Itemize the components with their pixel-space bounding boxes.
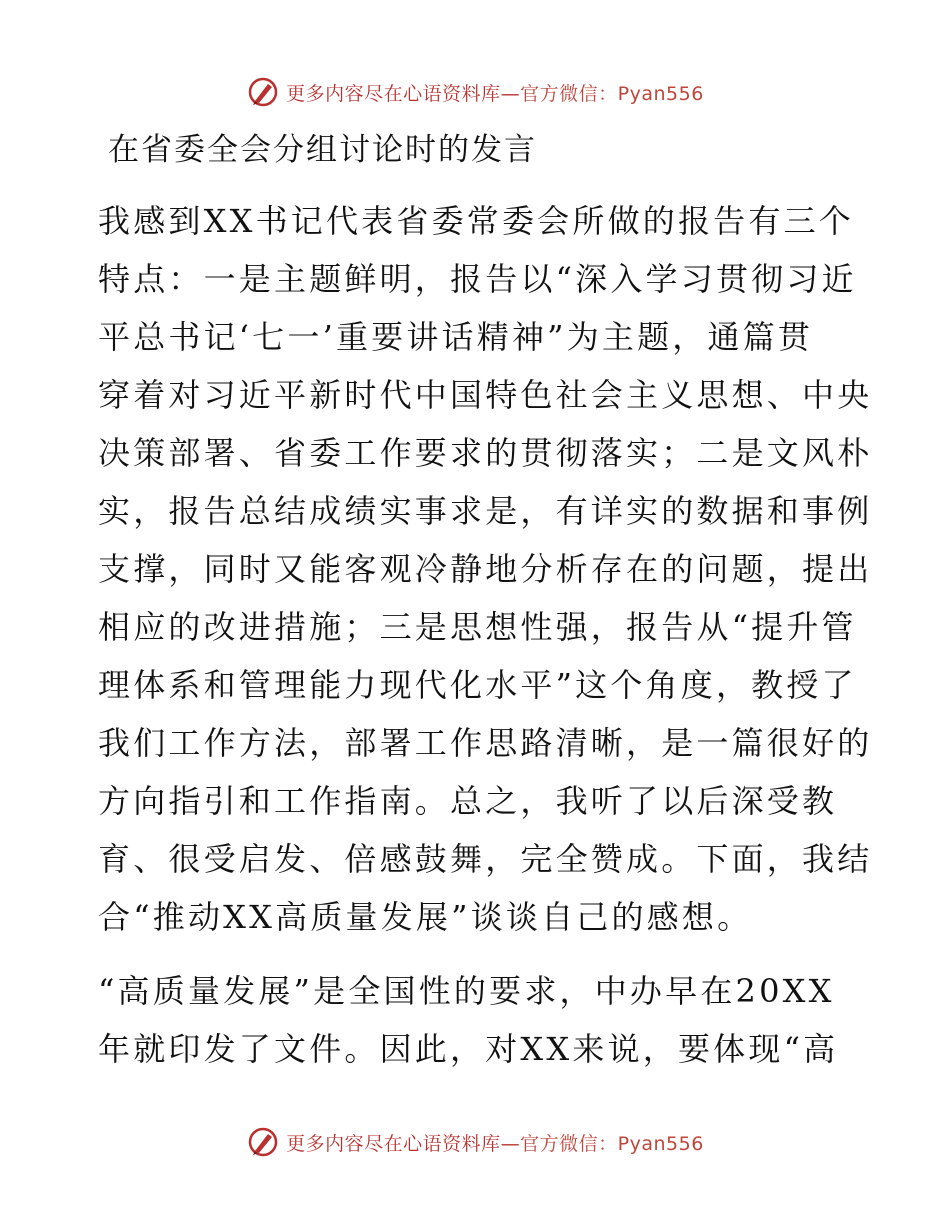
watermark-text: 更多内容尽在心语资料库—官方微信：Pyan556 xyxy=(286,82,704,105)
text-line: 我感到XX书记代表省委常委会所做的报告有三个 xyxy=(98,202,854,240)
document-body xyxy=(98,196,873,1082)
document-title: 在省委全会分组讨论时的发言 xyxy=(108,132,537,168)
text-line: 决策部署、省委工作要求的贯彻落实；二是文风朴 xyxy=(98,434,873,472)
pen-logo-icon xyxy=(246,75,280,109)
text-line: 实，报告总结成绩实事求是，有详实的数据和事例 xyxy=(98,492,873,530)
header-watermark xyxy=(0,72,950,112)
text-line: 平总书记‘七一’重要讲话精神”为主题，通篇贯 xyxy=(98,318,814,356)
text-line: 理体系和管理能力现代化水平”这个角度，教授了 xyxy=(98,666,857,704)
text-line: 合“推动XX高质量发展”谈谈自己的感想。 xyxy=(98,898,753,936)
text-line: 我们工作方法，部署工作思路清晰，是一篇很好的 xyxy=(98,724,873,762)
text-line: 支撑，同时又能客观冷静地分析存在的问题，提出 xyxy=(98,550,873,588)
text-line: 方向指引和工作指南。总之，我听了以后深受教 xyxy=(98,782,838,820)
pen-logo-icon xyxy=(246,1125,280,1159)
text-line: 穿着对习近平新时代中国特色社会主义思想、中央 xyxy=(98,376,873,414)
paragraph-2 xyxy=(98,966,858,1082)
footer-watermark xyxy=(0,1122,950,1162)
text-line: 年就印发了文件。因此，对XX来说，要体现“高 xyxy=(98,1030,839,1068)
text-line: “高质量发展”是全国性的要求，中办早在20XX xyxy=(98,972,835,1010)
text-line: 育、很受启发、倍感鼓舞，完全赞成。下面，我结 xyxy=(98,840,873,878)
text-line: 特点：一是主题鲜明，报告以“深入学习贯彻习近 xyxy=(98,260,857,298)
text-line: 相应的改进措施；三是思想性强，报告从“提升管 xyxy=(98,608,857,646)
watermark-text: 更多内容尽在心语资料库—官方微信：Pyan556 xyxy=(286,1132,704,1155)
paragraph-1 xyxy=(98,196,873,950)
